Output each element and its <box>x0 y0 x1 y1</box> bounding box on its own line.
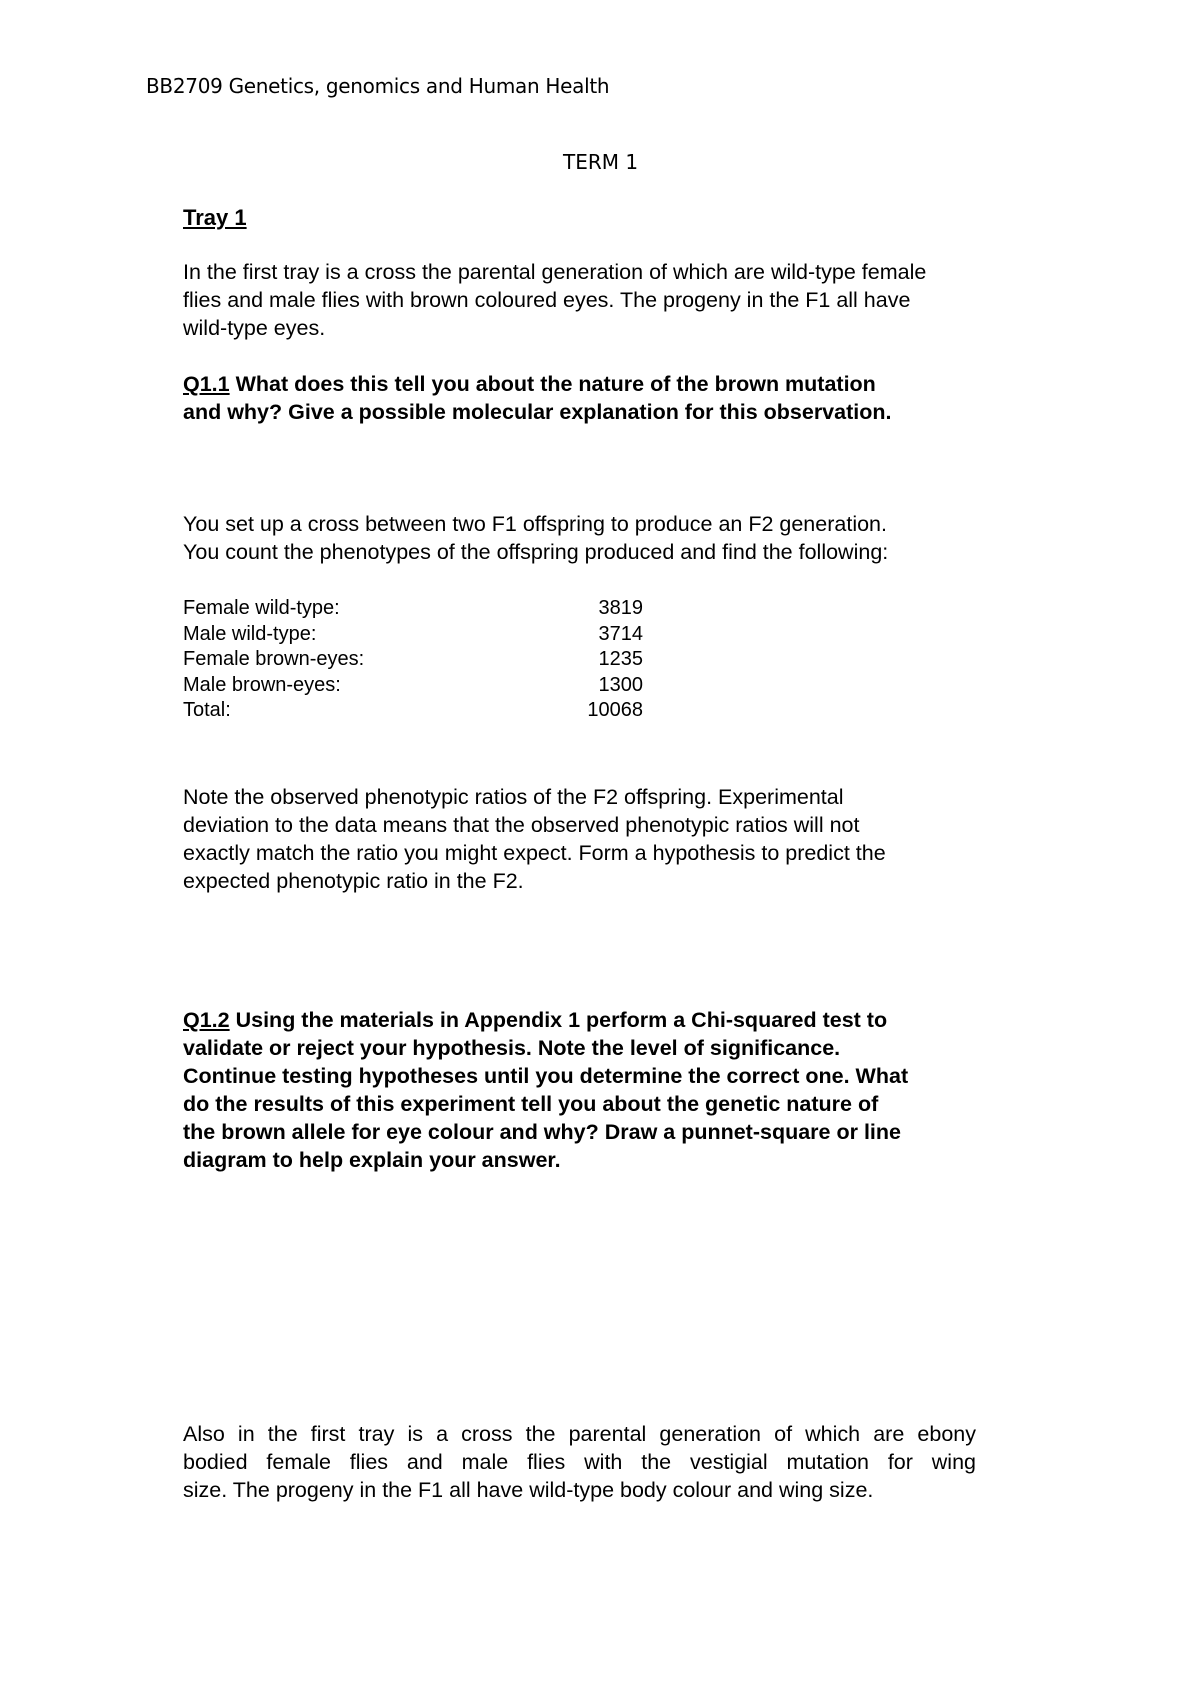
question-number: Q1.2 <box>183 1008 230 1032</box>
text-line: Note the observed phenotypic ratios of the F2 offspring. Experimental <box>183 785 844 809</box>
question-1-1 <box>183 370 1053 426</box>
tray-title: Tray 1 <box>183 205 247 230</box>
row-label: Female brown-eyes: <box>183 648 365 670</box>
text-line: deviation to the data means that the observed phenotypic ratios will not <box>183 813 860 837</box>
cross-description <box>183 510 1053 566</box>
text-line: size. The progeny in the F1 all have wild-type body colour and wing size. <box>183 1478 874 1502</box>
row-value: 3714 <box>598 622 643 645</box>
table-row <box>183 596 643 622</box>
row-label: Total: <box>183 699 231 721</box>
text-line: do the results of this experiment tell you about the genetic nature of <box>183 1092 879 1116</box>
text-line: Continue testing hypotheses until you determine the correct one. What <box>183 1064 909 1088</box>
text-line: expected phenotypic ratio in the F2. <box>183 869 524 893</box>
term-heading: TERM 1 <box>563 150 639 174</box>
course-title: BB2709 Genetics, genomics and Human Health <box>146 74 610 98</box>
table-row <box>183 673 643 699</box>
row-value: 1235 <box>598 648 643 670</box>
text-line <box>183 1006 1053 1034</box>
row-value: 10068 <box>587 699 643 721</box>
text-line: You set up a cross between two F1 offspring to produce an F2 generation. <box>183 512 887 536</box>
text-line: wild-type eyes. <box>183 316 326 340</box>
text-line: validate or reject your hypothesis. Note the level of significance. <box>183 1036 841 1060</box>
text-line: You count the phenotypes of the offspring produced and find the following: <box>183 540 889 564</box>
text-line: the brown allele for eye colour and why? Draw a punnet-square or line <box>183 1120 901 1144</box>
ratio-note <box>183 783 1053 895</box>
question-1-2 <box>183 1006 1053 1174</box>
text-line: flies and male flies with brown coloured eyes. The progeny in the F1 all have <box>183 288 911 312</box>
phenotype-counts-table <box>183 596 643 724</box>
table-row <box>183 647 643 673</box>
tray1-intro <box>183 258 1053 342</box>
text-line: exactly match the ratio you might expect. Form a hypothesis to predict the <box>183 841 886 865</box>
table-row <box>183 698 643 724</box>
question-text: Using the materials in Appendix 1 perform a Chi-squared test to <box>229 1008 888 1032</box>
text-line <box>183 370 1053 398</box>
row-label: Male wild-type: <box>183 622 317 645</box>
table-row <box>183 622 643 648</box>
row-value: 1300 <box>598 673 643 696</box>
question-number: Q1.1 <box>183 372 230 396</box>
text-line: bodied female flies and male flies with the vestigial mutation for wing <box>183 1450 976 1474</box>
row-value: 3819 <box>598 597 643 619</box>
tray1-second-cross <box>183 1420 976 1504</box>
text-line: Also in the first tray is a cross the parental generation of which are ebony <box>183 1422 976 1446</box>
row-label: Male brown-eyes: <box>183 673 341 696</box>
row-label: Female wild-type: <box>183 597 340 619</box>
text-line: diagram to help explain your answer. <box>183 1148 561 1172</box>
text-line: In the first tray is a cross the parental generation of which are wild-type female <box>183 260 927 284</box>
question-text: What does this tell you about the nature of the brown mutation <box>229 372 876 396</box>
text-line: and why? Give a possible molecular explanation for this observation. <box>183 400 892 424</box>
